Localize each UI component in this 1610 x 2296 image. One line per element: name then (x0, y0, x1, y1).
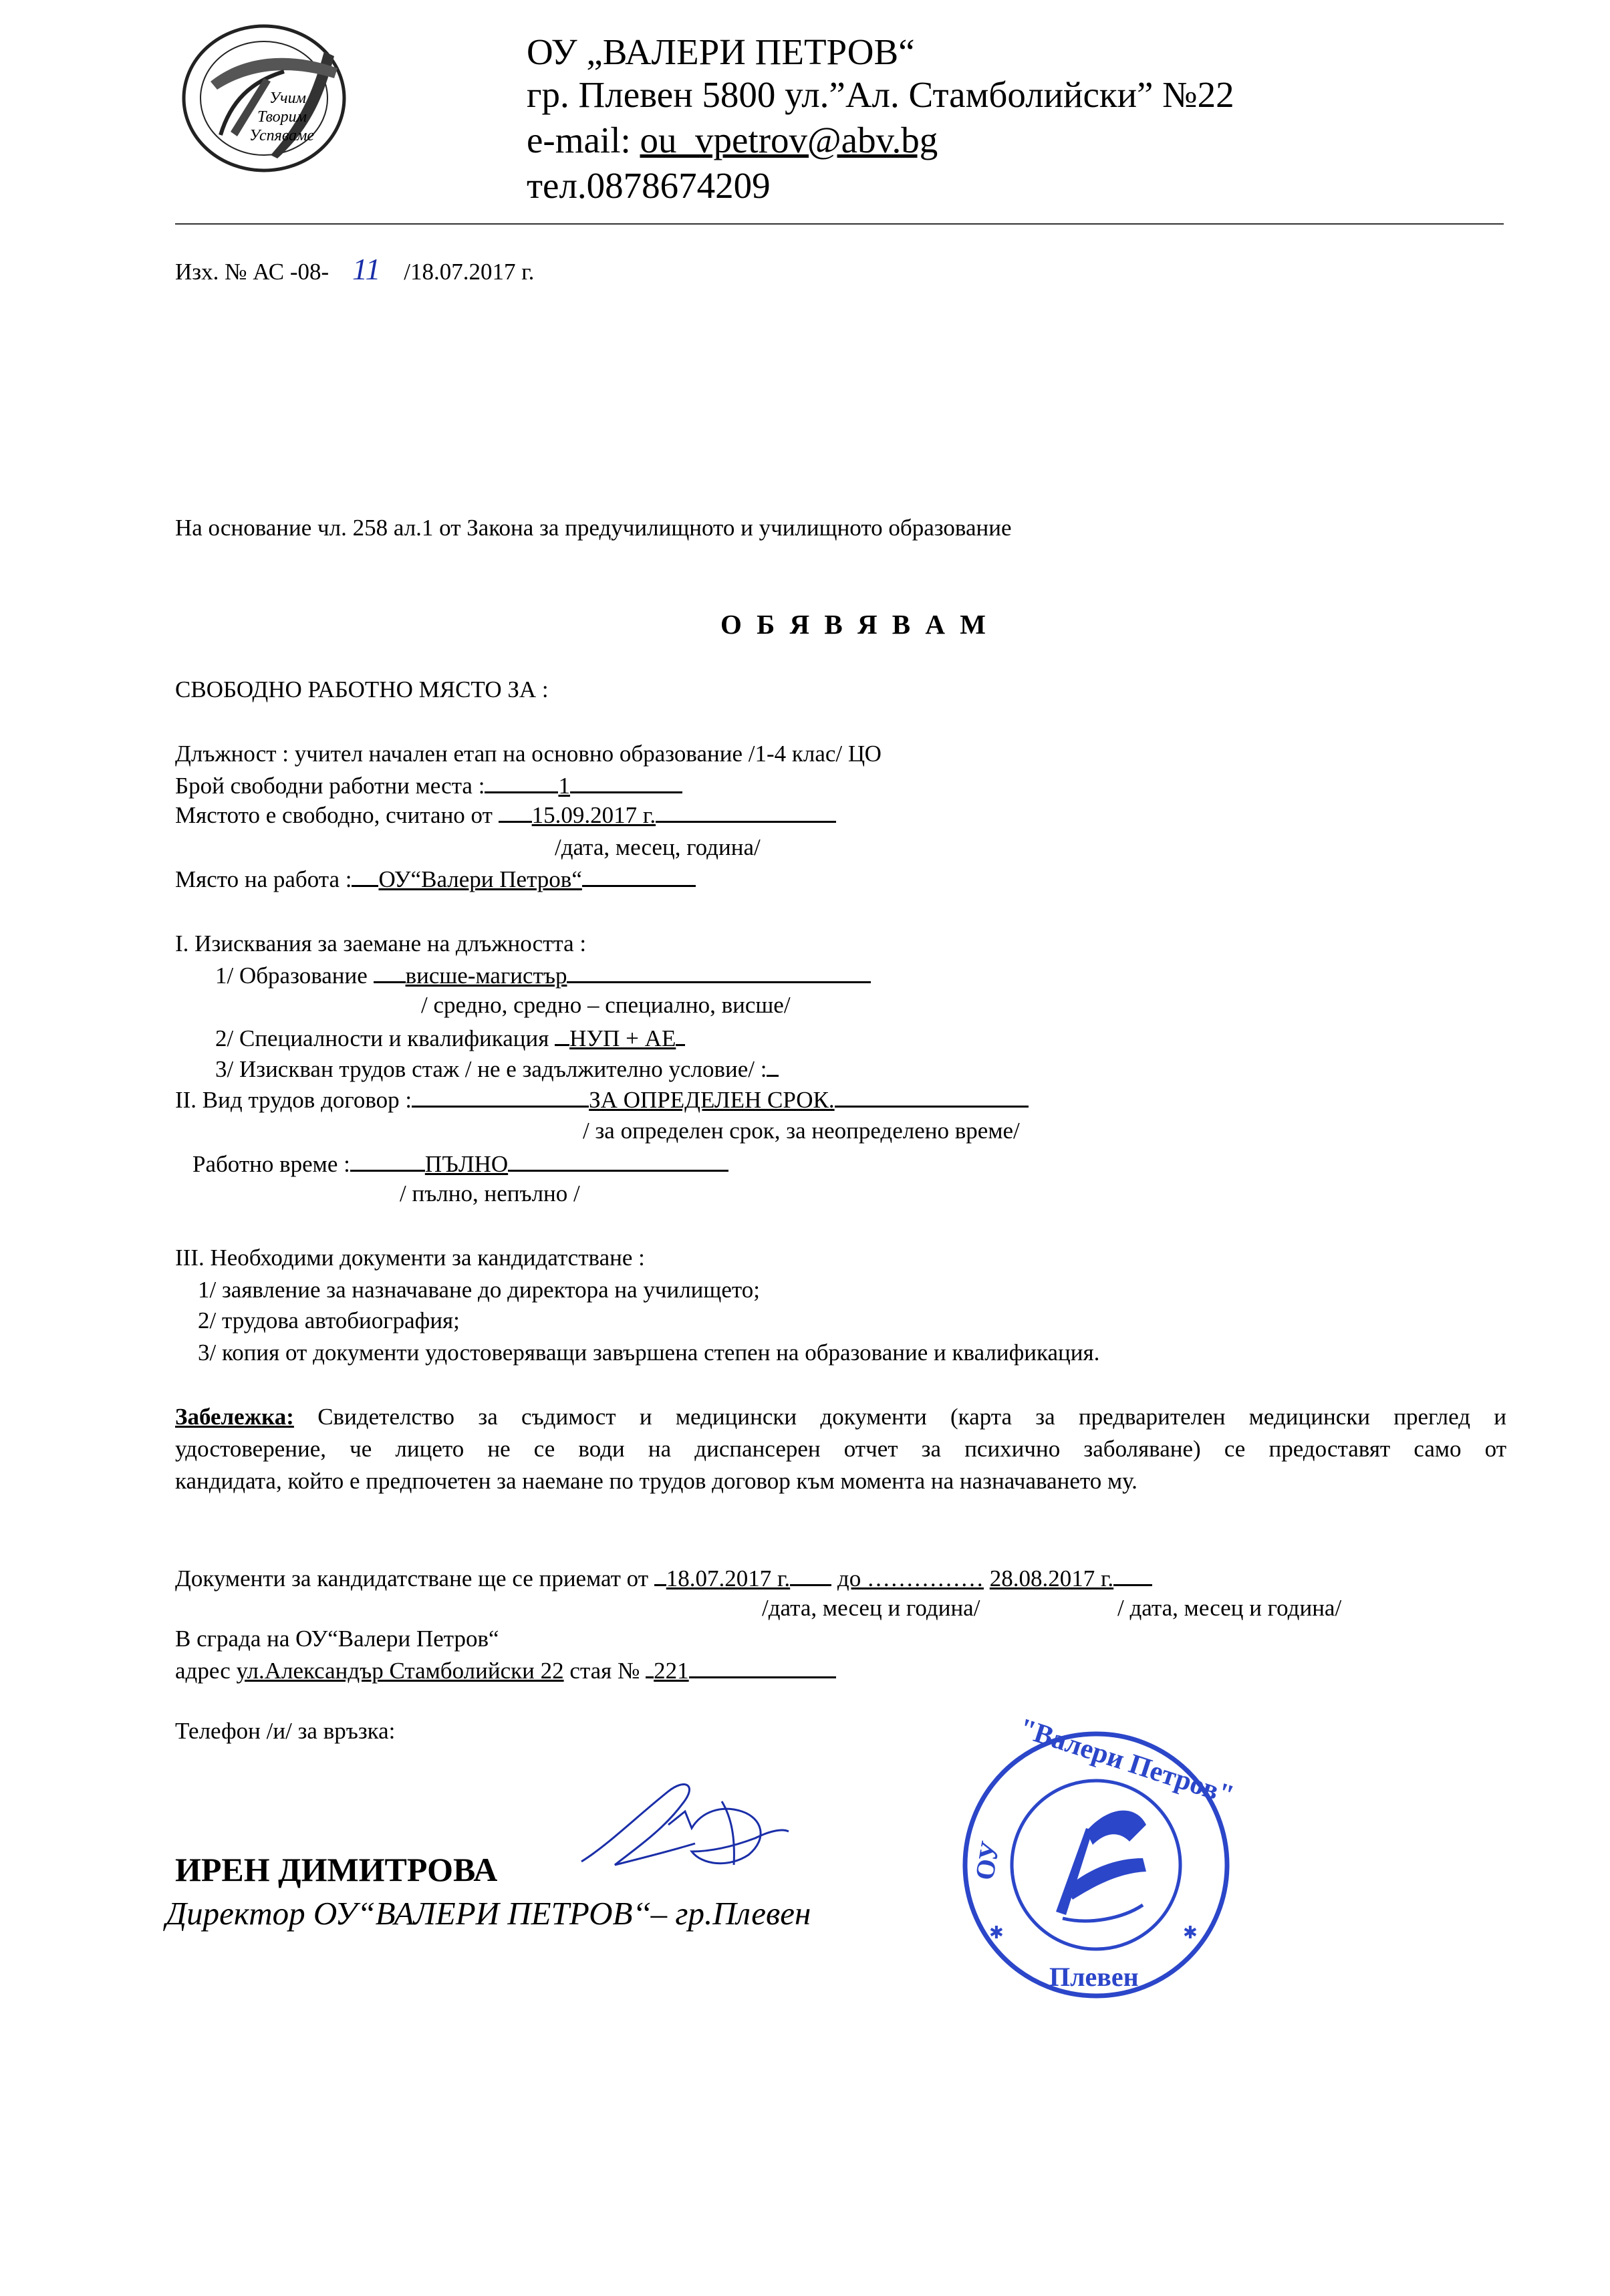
experience-blank (767, 1055, 779, 1077)
submission-to-label: до …………… (837, 1565, 984, 1591)
official-stamp (956, 1712, 1238, 2005)
position-line: Длъжност : учител начален етап на основно образование /1-4 клас/ ЦО (175, 741, 882, 767)
stamp-text-top: "Валери Петров" (1015, 1712, 1238, 1811)
experience-line (215, 1055, 779, 1083)
free-from-value: 15.09.2017 г. (531, 802, 656, 828)
room-value: 221 (654, 1658, 689, 1684)
address-label: адрес (175, 1658, 231, 1684)
specialty-label: 2/ Специалности и квалификация (215, 1025, 549, 1051)
logo-text-2: Творим (257, 108, 307, 126)
count-value: 1 (558, 773, 570, 799)
free-from-hint: /дата, месец, година/ (555, 834, 761, 860)
header-divider (175, 223, 1504, 225)
hours-hint: / пълно, непълно / (400, 1180, 580, 1206)
contract-value: ЗА ОПРЕДЕЛЕН СРОК. (589, 1087, 835, 1113)
hours-value: ПЪЛНО (424, 1151, 509, 1177)
contract-label: II. Вид трудов договор : (175, 1087, 412, 1113)
stamp-text-bottom: Плевен (1049, 1962, 1139, 1992)
education-blank-before (374, 961, 406, 983)
contract-hint: / за определен срок, за неопределено време/ (583, 1118, 1020, 1144)
hours-blank-before (350, 1150, 425, 1172)
specialty-line (215, 1024, 685, 1052)
note-label: Забележка: (175, 1404, 294, 1430)
email-link[interactable]: ou_vpetrov@abv.bg (640, 120, 938, 160)
submission-label: Документи за кандидатстване ще се приемат от (175, 1565, 648, 1591)
vacancy-heading: СВОБОДНО РАБОТНО МЯСТО ЗА : (175, 676, 549, 703)
note-line-2: удостоверение, че лицето не се води на диспансерен отчет за психично заболяване) се предоставят само от (175, 1436, 1506, 1462)
education-hint: / средно, средно – специално, висше/ (421, 992, 791, 1018)
count-blank-before (485, 771, 558, 793)
school-address: гр. Плевен 5800 ул.”Ал. Стамболийски” №22 (527, 74, 1234, 115)
stamp-text-left: ОУ (968, 1838, 1006, 1883)
submission-hint-to: / дата, месец и година/ (1117, 1595, 1342, 1621)
count-blank-after (570, 771, 682, 793)
education-blank-after (567, 961, 871, 983)
logo-text-3: Успяваме (249, 127, 315, 144)
education-line (215, 961, 871, 989)
free-from-line (175, 801, 836, 829)
workplace-blank-after (582, 865, 696, 887)
svg-text:✱: ✱ (989, 1923, 1004, 1942)
ref-suffix: /18.07.2017 г. (404, 259, 535, 285)
free-from-blank-after (656, 801, 836, 823)
count-label: Брой свободни работни места : (175, 773, 485, 799)
hours-line (192, 1150, 728, 1178)
signature-scrawl (568, 1765, 795, 1898)
submission-hint-from: /дата, месец и година/ (762, 1595, 980, 1621)
school-email-line (527, 119, 938, 161)
submission-to: 28.08.2017 г. (989, 1565, 1114, 1591)
legal-basis: На основание чл. 258 ал.1 от Закона за предучилищното и училищното образование (175, 515, 1012, 541)
workplace-label: Място на работа : (175, 866, 352, 892)
room-blank-after (689, 1656, 836, 1678)
workplace-blank-before (352, 865, 378, 887)
specialty-blank-after (676, 1024, 685, 1046)
phone-contact-line: Телефон /и/ за връзка: (175, 1718, 396, 1744)
experience-label: 3/ Изискван трудов стаж / не е задължително условие/ : (215, 1056, 767, 1082)
document-item: 1/ заявление за назначаване до директора на училището; (198, 1277, 760, 1303)
ref-prefix: Изх. № АС -08- (175, 259, 329, 285)
room-blank-before (646, 1656, 654, 1678)
submission-line (175, 1564, 1152, 1592)
signatory-title: Директор ОУ“ВАЛЕРИ ПЕТРОВ‘‘– гр.Плевен (166, 1895, 811, 1932)
school-phone: тел.0878674209 (527, 165, 771, 206)
contract-blank-after (835, 1086, 1029, 1108)
document-item: 3/ копия от документи удостоверяващи завършена степен на образование и квалификация. (198, 1340, 1100, 1366)
document-item: 2/ трудова автобиография; (198, 1307, 460, 1333)
count-line (175, 771, 682, 799)
free-from-blank-before (499, 801, 532, 823)
signatory-name: ИРЕН ДИМИТРОВА (175, 1851, 498, 1888)
submission-from: 18.07.2017 г. (666, 1565, 791, 1591)
specialty-blank-before (555, 1024, 569, 1046)
school-name: ОУ „ВАЛЕРИ ПЕТРОВ“ (527, 31, 915, 72)
hours-blank-after (508, 1150, 728, 1172)
school-logo (170, 15, 364, 175)
submission-from-blank-after (790, 1564, 831, 1586)
note-text-1: Свидетелство за съдимост и медицински документи (карта за предварителен медицински преглед и (317, 1404, 1507, 1430)
specialty-value: НУП + АЕ (569, 1025, 676, 1051)
contract-blank-before (412, 1086, 589, 1108)
workplace-value: ОУ“Валери Петров“ (378, 866, 582, 892)
announce-title: О Б Я В Я В А М (720, 609, 990, 640)
workplace-line (175, 865, 696, 893)
address-line (175, 1656, 836, 1684)
requirements-heading: I. Изисквания за заемане на длъжността : (175, 930, 587, 956)
logo-text-1: Учим (269, 90, 306, 107)
note-line-3: кандидата, който е предпочетен за наемане по трудов договор към момента на назначаването му. (175, 1468, 1137, 1494)
address-value: ул.Александър Стамболийски 22 (236, 1658, 564, 1684)
documents-heading: III. Необходими документи за кандидатстване : (175, 1245, 645, 1271)
submission-to-blank-after (1113, 1564, 1152, 1586)
education-label: 1/ Образование (215, 963, 368, 989)
submission-from-blank-before (654, 1564, 666, 1586)
building-line: В сграда на ОУ“Валери Петров“ (175, 1626, 499, 1652)
svg-text:✱: ✱ (1183, 1923, 1198, 1942)
ref-number: 11 (352, 252, 381, 286)
email-label: e-mail: (527, 120, 631, 160)
reference-line (175, 252, 535, 286)
note-line-1 (175, 1404, 1506, 1430)
contract-line (175, 1086, 1029, 1114)
room-label: стая № (569, 1658, 640, 1684)
free-from-label: Мястото е свободно, считано от (175, 802, 493, 828)
education-value: висше-магистър (405, 963, 567, 989)
hours-label: Работно време : (192, 1151, 350, 1177)
